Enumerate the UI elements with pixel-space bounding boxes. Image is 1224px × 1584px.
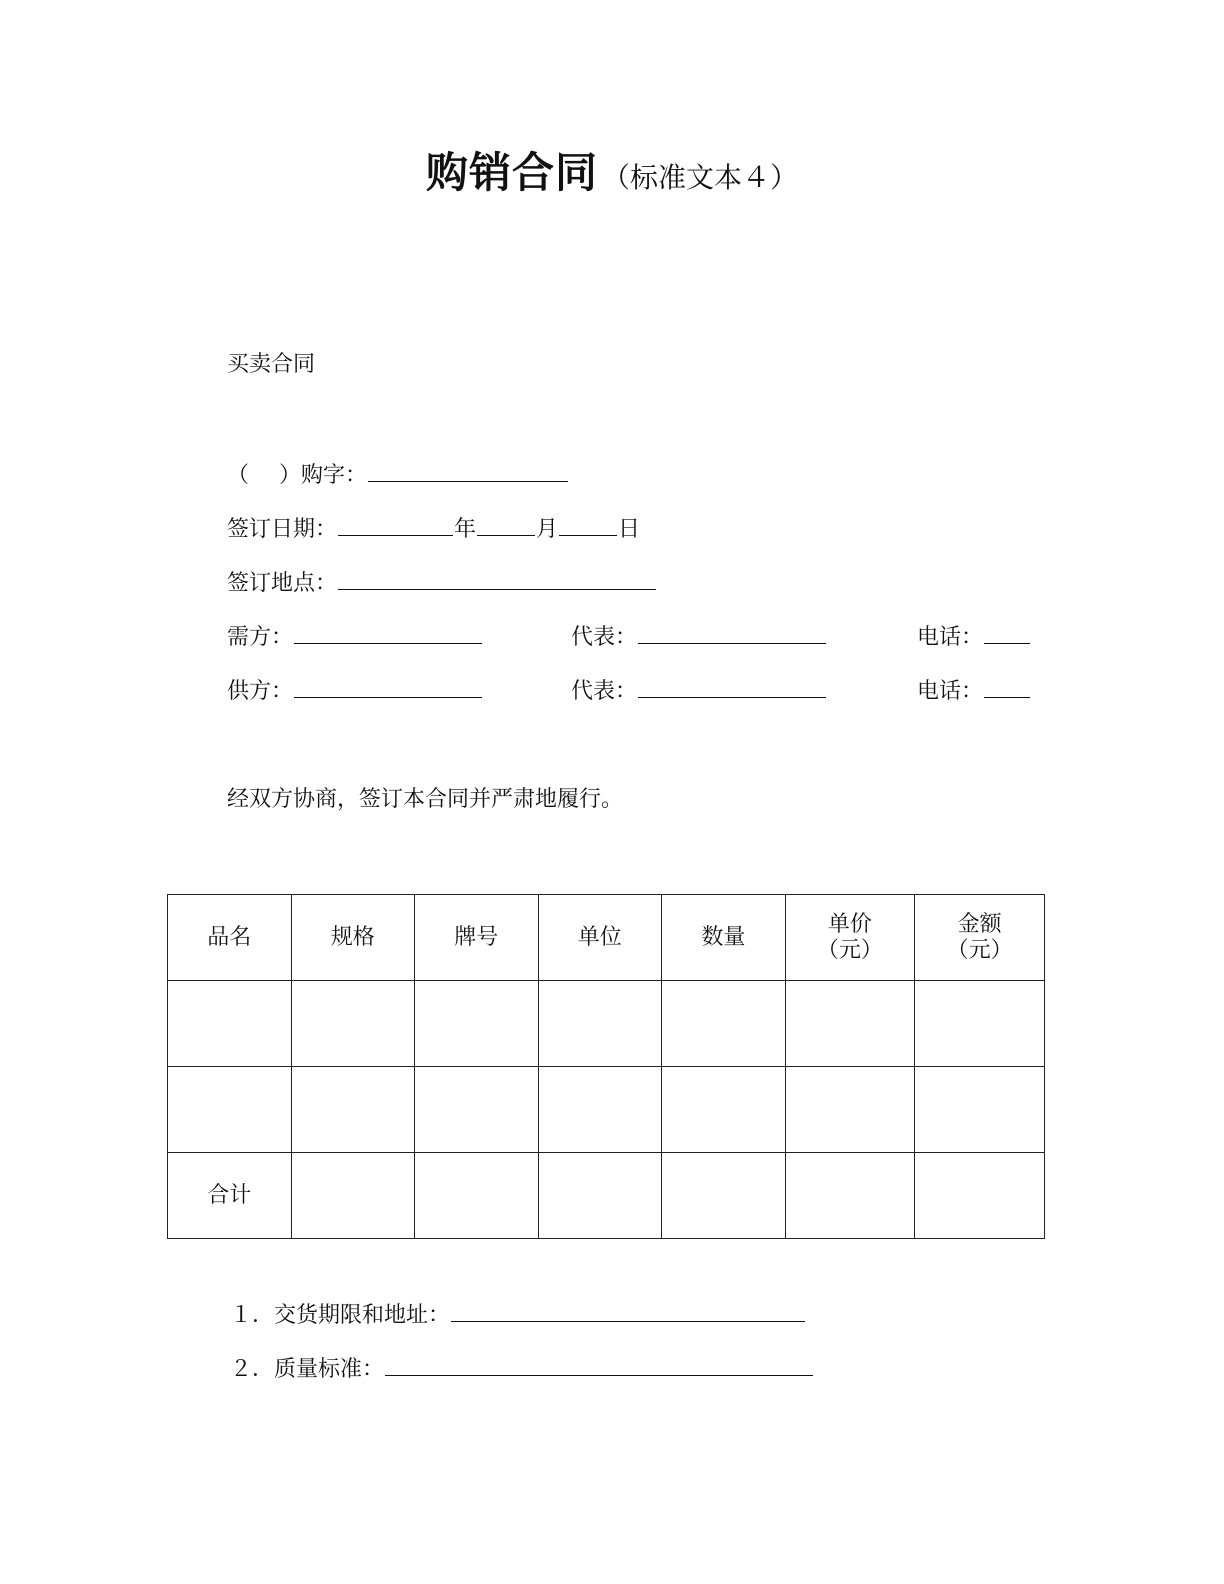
header-quantity-label: 数量 — [701, 924, 746, 950]
table-cell[interactable] — [662, 1067, 786, 1153]
clause-label: 质量标准： — [274, 1357, 385, 1382]
seller-label: 供方： — [227, 679, 294, 704]
header-cell-spec — [291, 895, 415, 981]
contract-number-blank[interactable] — [368, 459, 568, 482]
clause-number: １． — [230, 1303, 275, 1328]
header-cell-brand — [415, 895, 539, 981]
month-blank[interactable] — [477, 513, 535, 536]
seller-rep-blank[interactable] — [638, 675, 826, 698]
table-cell[interactable] — [538, 1153, 662, 1239]
table-cell[interactable] — [915, 1067, 1045, 1153]
goods-table — [167, 894, 1045, 1239]
seller-rep-field — [571, 675, 827, 707]
buyer-rep-label: 代表： — [571, 625, 638, 650]
table-cell[interactable] — [415, 1067, 539, 1153]
seller-phone-label: 电话： — [917, 679, 984, 704]
day-label: 日 — [618, 517, 641, 542]
table-cell[interactable] — [291, 1067, 415, 1153]
table-row — [168, 981, 1045, 1067]
header-unit-price-currency: （元） — [816, 937, 883, 963]
seller-name-field — [227, 675, 483, 707]
document-title — [0, 140, 1224, 200]
month-label: 月 — [536, 517, 559, 542]
seller-blank[interactable] — [294, 675, 482, 698]
table-cell[interactable] — [538, 981, 662, 1067]
seller-phone-blank[interactable] — [984, 675, 1030, 698]
sign-place-label: 签订地点： — [227, 571, 338, 596]
header-brand-label: 牌号 — [454, 924, 499, 950]
clause-delivery — [230, 1299, 806, 1331]
day-blank[interactable] — [559, 513, 617, 536]
quality-blank[interactable] — [385, 1353, 813, 1376]
clause-label: 交货期限和地址： — [274, 1303, 451, 1328]
header-unit-label: 单位 — [577, 924, 622, 950]
table-cell[interactable] — [291, 981, 415, 1067]
buyer-phone-blank[interactable] — [984, 621, 1030, 644]
table-cell[interactable] — [785, 1153, 915, 1239]
paren-open: （ — [227, 463, 250, 488]
table-cell[interactable] — [415, 1153, 539, 1239]
header-cell-unit — [538, 895, 662, 981]
buyer-phone-field — [917, 621, 1031, 653]
buyer-name-field — [227, 621, 483, 653]
table-cell[interactable] — [915, 1153, 1045, 1239]
table-cell[interactable] — [168, 981, 292, 1067]
subtitle: 买卖合同 — [227, 352, 316, 377]
seller-phone-field — [917, 675, 1031, 707]
buyer-label: 需方： — [227, 625, 294, 650]
table-total-row — [168, 1153, 1045, 1239]
table-cell[interactable] — [291, 1153, 415, 1239]
header-amount-currency: （元） — [946, 937, 1013, 963]
header-cell-quantity — [662, 895, 786, 981]
sign-date-label: 签订日期： — [227, 517, 338, 542]
table-cell[interactable] — [785, 981, 915, 1067]
table-cell[interactable] — [662, 981, 786, 1067]
table-cell[interactable] — [415, 981, 539, 1067]
buyer-phone-label: 电话： — [917, 625, 984, 650]
header-name-label: 品名 — [207, 924, 252, 950]
buyer-blank[interactable] — [294, 621, 482, 644]
year-label: 年 — [454, 517, 477, 542]
sign-place-row — [227, 567, 657, 599]
table-cell[interactable] — [785, 1067, 915, 1153]
header-cell-unit-price — [785, 895, 915, 981]
header-cell-amount — [915, 895, 1045, 981]
delivery-blank[interactable] — [451, 1299, 805, 1322]
seller-rep-label: 代表： — [571, 679, 638, 704]
table-header-row — [168, 895, 1045, 981]
table-cell[interactable] — [168, 1067, 292, 1153]
contract-number-row — [227, 459, 569, 491]
header-cell-name — [168, 895, 292, 981]
table-cell[interactable] — [662, 1153, 786, 1239]
title-main: 购销合同 — [425, 148, 598, 197]
clause-number: ２． — [230, 1357, 275, 1382]
table-row — [168, 1067, 1045, 1153]
table-cell[interactable] — [915, 981, 1045, 1067]
sign-place-blank[interactable] — [338, 567, 656, 590]
header-unit-price-label: 单价 — [827, 911, 872, 937]
total-label-cell: 合计 — [168, 1153, 292, 1239]
table-cell[interactable] — [538, 1067, 662, 1153]
title-sub: （标准文本４） — [602, 161, 799, 194]
buyer-rep-blank[interactable] — [638, 621, 826, 644]
year-blank[interactable] — [338, 513, 453, 536]
contract-number-label: ）购字： — [279, 463, 368, 488]
clause-quality — [230, 1353, 814, 1385]
agreement-text: 经双方协商，签订本合同并严肃地履行。 — [227, 787, 624, 812]
sign-date-row — [227, 513, 640, 545]
header-amount-label: 金额 — [957, 911, 1002, 937]
buyer-rep-field — [571, 621, 827, 653]
header-spec-label: 规格 — [330, 924, 375, 950]
